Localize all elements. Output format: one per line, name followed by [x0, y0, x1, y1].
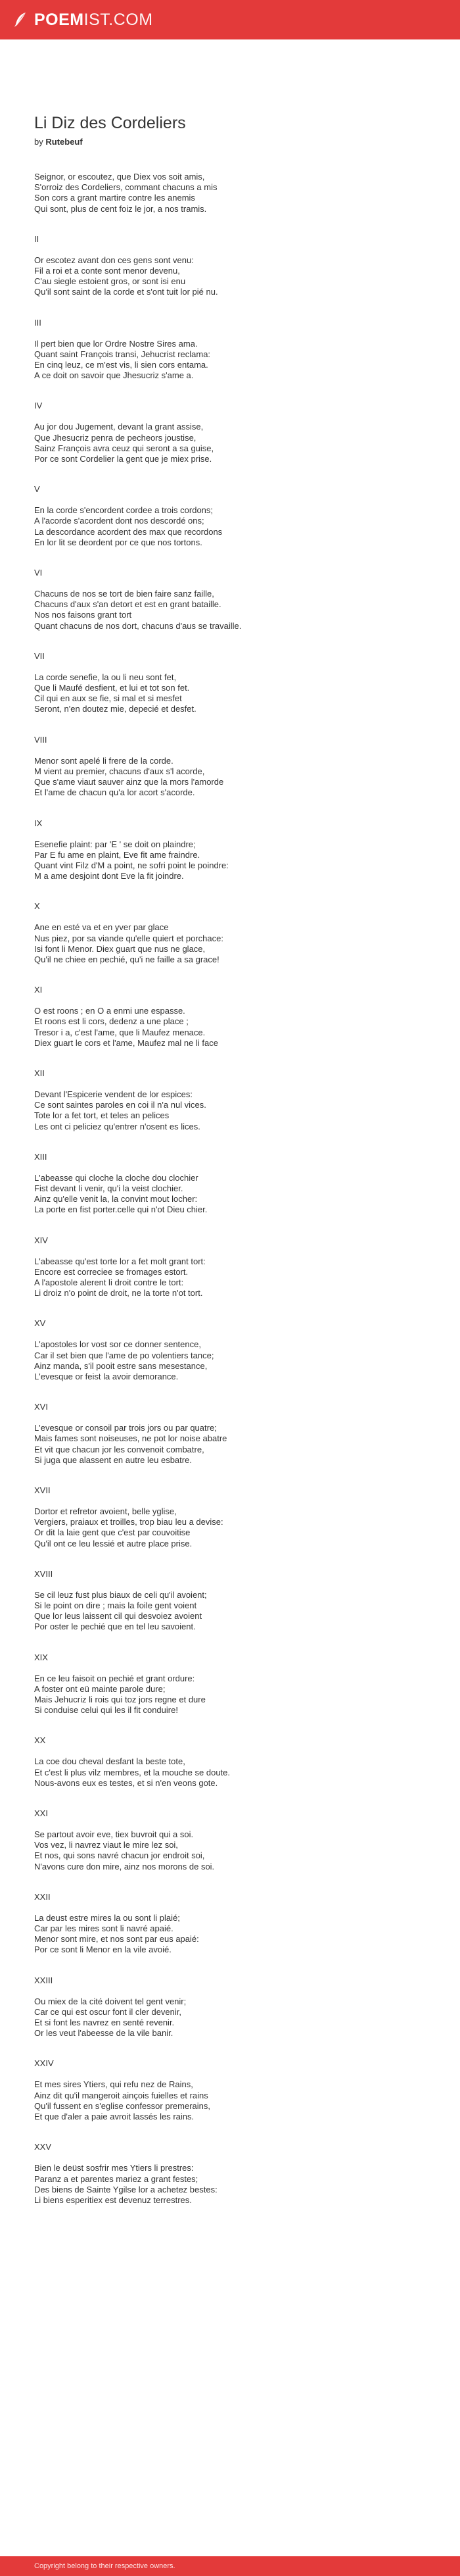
- poem-line: Devant l'Espicerie vendent de lor espices:: [34, 1089, 193, 1099]
- poem-line: Sainz François avra ceuz qui seront a sa guise,: [34, 443, 214, 453]
- stanza: [34, 505, 442, 548]
- stanza-number: XV: [34, 1318, 46, 1329]
- poem-line: Que li Maufé desfient, et lui et tot son fet.: [34, 683, 190, 693]
- poem-line: Chacuns de nos se tort de bien faire sanz faille,: [34, 589, 214, 599]
- poem-line: Et c'est li plus vilz membres, et la mouche se doute.: [34, 1767, 230, 1777]
- poem-line: Et si font les navrez en senté revenir.: [34, 2018, 175, 2028]
- stanza-number: II: [34, 234, 39, 244]
- poem-line: Encore est correciee se fromages estort.: [34, 1266, 189, 1277]
- quill-pen-icon: [12, 11, 29, 28]
- site-logo[interactable]: [12, 11, 153, 30]
- poem-byline: [34, 137, 442, 147]
- logo-bold-text: POEM: [34, 10, 84, 29]
- poem-line: Que s'ame viaut sauver ainz que la mors l'amorde: [34, 777, 224, 787]
- stanza-number: IV: [34, 401, 43, 411]
- stanza-number: XXI: [34, 1808, 48, 1819]
- poem-line: Si le point on dire ; mais la foile gent voient: [34, 1600, 197, 1611]
- stanza-number: XIX: [34, 1652, 48, 1662]
- poem-line: Menor sont mire, et nos sont par eus apaié:: [34, 1934, 199, 1944]
- poem-line: La porte en fist porter.celle qui n'ot Dieu chier.: [34, 1204, 208, 1215]
- poem-line: La deust estre mires la ou sont li plaié;: [34, 1912, 180, 1923]
- poem-line: Par E fu ame en plaint, Eve fit ame fraindre.: [34, 849, 200, 860]
- poem-line: Quant vint Filz d'M a point, ne sofri point le poindre:: [34, 860, 229, 870]
- poem-line: Et l'ame de chacun qu'a lor acort s'acorde.: [34, 787, 195, 798]
- stanza-number: XXII: [34, 1891, 51, 1902]
- stanza-number: XXIII: [34, 1975, 53, 1985]
- poem-line: A l'apostole alerent li droit contre le tort:: [34, 1277, 184, 1287]
- poem-line: Dortor et refretor avoient, belle yglise,: [34, 1506, 177, 1516]
- logo-wordmark: [34, 11, 153, 30]
- stanza: [34, 339, 442, 382]
- stanza-number: X: [34, 901, 40, 912]
- stanza-number: VIII: [34, 734, 47, 745]
- stanza: [34, 1006, 442, 1049]
- stanza-number: XII: [34, 1068, 45, 1078]
- stanza-number: XXV: [34, 2142, 52, 2152]
- poem-line: Paranz a et parentes mariez a grant festes;: [34, 2173, 198, 2184]
- poem-line: Les ont ci peliciez qu'entrer n'osent es lices.: [34, 1121, 200, 1131]
- poem-line: Nus piez, por sa viande qu'elle quiert et porchace:: [34, 933, 223, 943]
- poem-line: Nos nos faisons grant tort: [34, 610, 132, 620]
- poem-line: Qu'il sont saint de la corde et s'ont tuit lor pié nu.: [34, 287, 218, 297]
- poem-line: Et roons est li cors, dedenz a une place ;: [34, 1016, 189, 1027]
- stanza-number: V: [34, 484, 40, 495]
- poem-line: Et nos, qui sons navré chacun jor endroit soi,: [34, 1850, 205, 1861]
- poem-line: Et que d'aler a paie avroit lassés les rains.: [34, 2112, 195, 2122]
- poem-line: Fil a roi et a conte sont menor devenu,: [34, 266, 180, 276]
- poem-line: Ainz manda, s'il pooit estre sans mesestance,: [34, 1360, 208, 1371]
- poem-line: Cil qui en aux se fie, si mal et si mesfet: [34, 693, 182, 704]
- poem-line: M a ame desjoint dont Eve la fit joindre.: [34, 871, 184, 881]
- poem-line: Qu'il ont ce leu lessié et autre place prise.: [34, 1538, 193, 1548]
- poem-line: Seront, n'en doutez mie, depecié et desfet.: [34, 704, 196, 714]
- poem-line: Il pert bien que lor Ordre Nostre Sires ama.: [34, 338, 198, 349]
- poem-line: En lor lit se deordent por ce que nos tortons.: [34, 537, 202, 547]
- poem-line: Et vit que chacun jor les convenoit combatre,: [34, 1444, 204, 1454]
- stanza: [34, 1173, 442, 1216]
- poem-line: Or dit la laie gent que c'est par couvoitise: [34, 1527, 191, 1538]
- stanza: [34, 922, 442, 965]
- poem-line: Or escotez avant don ces gens sont venu:: [34, 255, 194, 265]
- poem-line: Se cil leuz fust plus biaux de celi qu'il avoient;: [34, 1589, 207, 1600]
- poem-line: Ane en esté va et en yver par glace: [34, 922, 169, 933]
- stanza-number: XVI: [34, 1402, 48, 1412]
- poem-line: Isi font li Menor. Diex guart que nus ne glace,: [34, 943, 206, 954]
- poem-line: Or les veut l'abeesse de la vile banir.: [34, 2028, 173, 2039]
- stanza-number: VII: [34, 651, 45, 661]
- poem-line: Fist devant li venir, qu'i la veist clochier.: [34, 1183, 183, 1193]
- stanza: [34, 1506, 442, 1549]
- stanza-number: IX: [34, 818, 43, 828]
- poem-line: La descordance acordent des max que recordons: [34, 526, 223, 537]
- poem-line: Por ce sont Cordelier la gent que je miex prise.: [34, 454, 212, 464]
- stanza: [34, 672, 442, 715]
- poem-line: Diex guart le cors et l'ame, Maufez mal ne li face: [34, 1037, 218, 1048]
- poem-line: Car il set bien que l'ame de po volentiers tance;: [34, 1350, 214, 1360]
- poem-line: La coe dou cheval desfant la beste tote,: [34, 1756, 185, 1767]
- stanza-number: XIII: [34, 1151, 47, 1162]
- poem-line: Ou miex de la cité doivent tel gent venir;: [34, 1996, 187, 2006]
- stanza-number: XI: [34, 985, 43, 995]
- stanza: [34, 2163, 442, 2206]
- poem-body: [34, 172, 442, 2206]
- poem-line: Et mes sires Ytiers, qui refu nez de Rains,: [34, 2079, 193, 2090]
- copyright-text: Copyright belong to their respective owners.: [34, 2562, 175, 2570]
- poem-line: Por ce sont li Menor en la vile avoié.: [34, 1944, 172, 1955]
- stanza: [34, 1339, 442, 1382]
- poem-line: L'evesque or consoil par trois jors ou par quatre;: [34, 1423, 217, 1433]
- stanza: [34, 1089, 442, 1132]
- stanza: [34, 1423, 442, 1466]
- poem-line: Au jor dou Jugement, devant la grant assise,: [34, 422, 204, 432]
- site-header: [0, 0, 460, 39]
- stanza-number: XX: [34, 1735, 46, 1746]
- poem-line: Li droiz n'o point de droit, ne la torte n'ot tort.: [34, 1288, 203, 1299]
- stanza: [34, 589, 442, 632]
- poem-line: Qu'il ne chiee en pechié, qu'i ne faille a sa grace!: [34, 954, 219, 964]
- site-footer: [0, 2556, 460, 2576]
- poem-line: Tote lor a fet tort, et teles an pelices: [34, 1110, 170, 1121]
- poem-line: En cinq leuz, ce m'est vis, li sien cors entama.: [34, 360, 208, 370]
- poem-line: L'evesque or feist la avoir demorance.: [34, 1371, 179, 1381]
- poem-line: Tresor i a, c'est l'ame, que li Maufez menace.: [34, 1027, 206, 1037]
- stanza-number: XXIV: [34, 2058, 54, 2069]
- poem-author-link[interactable]: Rutebeuf: [45, 137, 83, 147]
- poem-line: En la corde s'encordent cordee a trois cordons;: [34, 505, 214, 516]
- stanza: [34, 172, 442, 214]
- poem-line: N'avons cure don mire, ainz nos morons de soi.: [34, 1861, 215, 1871]
- poem-line: Ainz qu'elle venit la, la convint mout locher:: [34, 1194, 198, 1204]
- poem-line: Bien le deüst sosfrir mes Ytiers li prestres:: [34, 2163, 194, 2173]
- poem-line: Car ce qui est oscur font il cler devenir,: [34, 2006, 181, 2017]
- poem-line: S'orroiz des Cordeliers, commant chacuns a mis: [34, 182, 218, 193]
- stanza-number: XVIII: [34, 1568, 53, 1579]
- poem-line: L'apostoles lor vost sor ce donner sentence,: [34, 1339, 201, 1350]
- poem-line: L'abeasse qu'est torte lor a fet molt grant tort:: [34, 1256, 206, 1266]
- poem-line: Ainz dit qu'il mangeroit ainçois fuielles et rains: [34, 2090, 208, 2100]
- stanza: [34, 756, 442, 799]
- poem-line: Que Jhesucriz penra de pecheors joustise,: [34, 432, 196, 443]
- poem-line: Qui sont, plus de cent foiz le jor, a nos tramis.: [34, 203, 207, 214]
- stanza-number: III: [34, 317, 41, 328]
- stanza: [34, 1996, 442, 2039]
- poem-line: Esenefie plaint: par 'E ' se doit on plaindre;: [34, 839, 196, 849]
- poem-line: Que lor leus laissent cil qui desvoiez avoient: [34, 1611, 202, 1622]
- poem-line: Li biens esperitiex est devenuz terrestres.: [34, 2194, 192, 2205]
- stanza: [34, 1673, 442, 1716]
- poem-line: Seignor, or escoutez, que Diex vos soit amis,: [34, 172, 205, 182]
- poem-title: Li Diz des Cordeliers: [34, 114, 186, 132]
- poem-line: Quant chacuns de nos dort, chacuns d'aus se travaille.: [34, 620, 242, 631]
- poem-line: A ce doit on savoir que Jhesucriz s'ame a.: [34, 370, 194, 381]
- poem-line: Si juga que alassent en autre leu esbatre.: [34, 1454, 192, 1465]
- poem-line: Menor sont apelé li frere de la corde.: [34, 755, 173, 766]
- main-content: [0, 39, 442, 2206]
- stanza-number: XVII: [34, 1485, 51, 1495]
- poem-line: Chacuns d'aux s'an detort et est en grant bataille.: [34, 599, 221, 610]
- poem-line: Ce sont saintes paroles en coi il n'a nul vices.: [34, 1100, 206, 1110]
- poem-line: Son cors a grant martire contre les anemis: [34, 193, 195, 203]
- poem-line: Des biens de Sainte Ygilse lor a achetez bestes:: [34, 2184, 218, 2194]
- poem-line: Mais Jehucriz li rois qui toz jors regne et dure: [34, 1695, 206, 1705]
- poem-line: A l'acorde s'acordent dont nos descordé ons;: [34, 516, 204, 526]
- poem-line: Qu'il fussent en s'eglise confessor premerains,: [34, 2100, 210, 2111]
- poem-line: A foster ont eü mainte parole dure;: [34, 1683, 166, 1694]
- stanza: [34, 1913, 442, 1956]
- stanza: [34, 839, 442, 882]
- stanza: [34, 1590, 442, 1633]
- stanza: [34, 2079, 442, 2122]
- poem-line: Quant saint François transi, Jehucrist reclama:: [34, 349, 211, 359]
- stanza-number: VI: [34, 568, 43, 578]
- poem-line: Vos vez, li navrez viaut le mire lez soi,: [34, 1840, 178, 1850]
- stanza-number: XIV: [34, 1235, 48, 1245]
- by-label: by: [34, 137, 43, 147]
- poem-line: L'abeasse qui cloche la cloche dou clochier: [34, 1172, 198, 1183]
- poem-line: M vient au premier, chacuns d'aux s'l acorde,: [34, 766, 205, 776]
- stanza: [34, 1256, 442, 1299]
- poem-line: Mais fames sont noiseuses, ne pot lor noise abatre: [34, 1433, 227, 1444]
- stanza: [34, 1756, 442, 1789]
- poem-line: O est roons ; en O a enmi une espasse.: [34, 1006, 185, 1016]
- stanza: [34, 422, 442, 464]
- poem-line: Vergiers, praiaux et troilles, trop biau leu a devise:: [34, 1517, 223, 1527]
- poem-line: Si conduise celui qui les il fit conduire!: [34, 1705, 178, 1716]
- poem-line: Por oster le pechié que en tel leu savoient.: [34, 1622, 196, 1632]
- poem-line: C'au siegle estoient gros, or sont isi enu: [34, 276, 186, 287]
- logo-light-text: IST.COM: [83, 10, 153, 29]
- poem-line: Nous-avons eux es testes, et si n'en veons gote.: [34, 1777, 218, 1788]
- stanza: [34, 1829, 442, 1872]
- poem-line: Car par les mires sont li navré apaié.: [34, 1923, 173, 1934]
- stanza: [34, 255, 442, 298]
- poem-line: La corde senefie, la ou li neu sont fet,: [34, 672, 177, 682]
- poem-line: Se partout avoir eve, tiex buvroit qui a soi.: [34, 1829, 194, 1840]
- poem-line: En ce leu faisoit on pechié et grant ordure:: [34, 1673, 195, 1683]
